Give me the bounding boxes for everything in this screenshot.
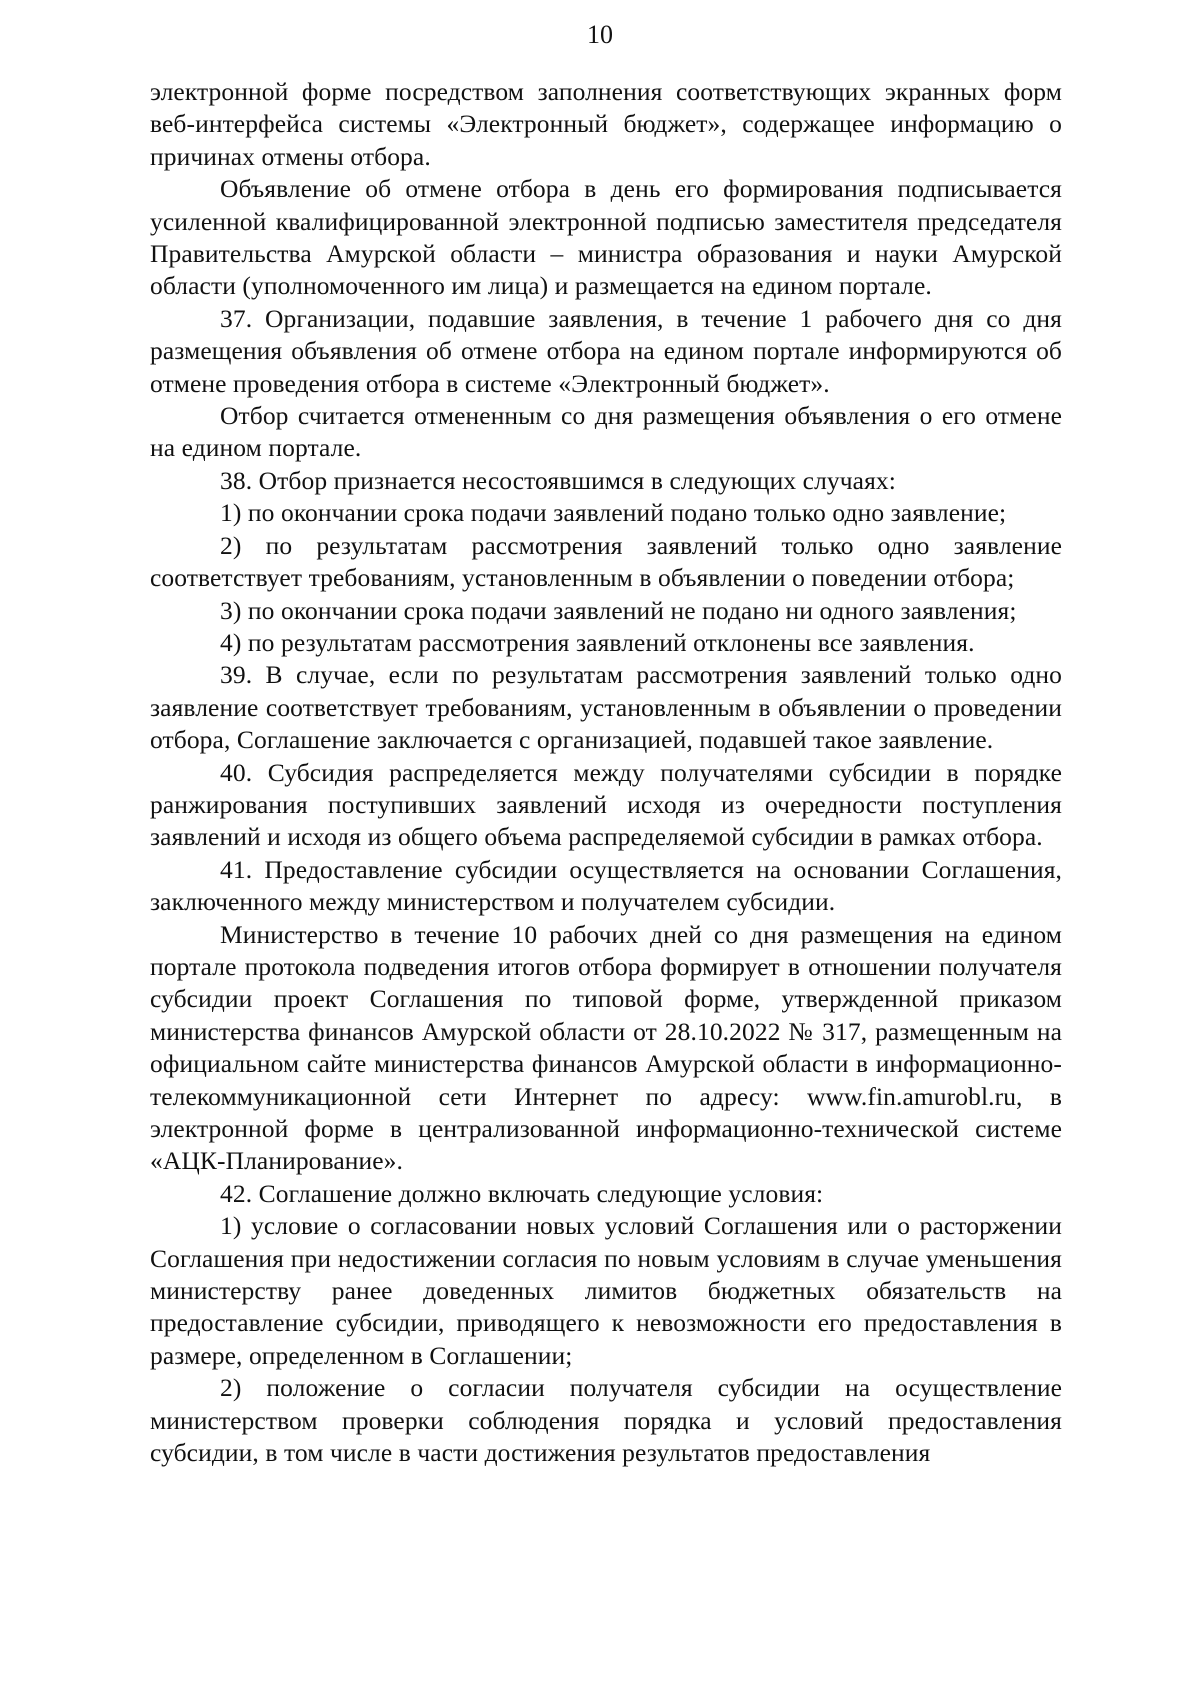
paragraph: Объявление об отмене отбора в день его формирования подписывается усиленной квалифицированной электронной подписью заместителя председателя Правительства Амурской области – министра образования и науки Амурской области (уполномоченного им лица) и размещается на едином портале. — [150, 174, 1062, 301]
list-item: 1) условие о согласовании новых условий Соглашения или о расторжении Соглашения при недостижении согласия по новым условиям в случае уменьшения министерству ранее доведенных лимитов бюджетных обязательств на предоставление субсидии, приводящего к невозможности его предоставления в размере, определенном в Соглашении; — [150, 1211, 1062, 1370]
paragraph: 39. В случае, если по результатам рассмотрения заявлений только одно заявление соответствует требованиям, установленным в объявлении о проведении отбора, Соглашение заключается с организацией, подавшей такое заявление. — [150, 660, 1062, 755]
page-number: 10 — [587, 20, 613, 49]
paragraph: Министерство в течение 10 рабочих дней со дня размещения на едином портале протокола подведения итогов отбора формирует в отношении получателя субсидии проект Соглашения по типовой форме, утвержденной приказом министерства финансов Амурской области от 28.10.2022 № 317, размещенным на официальном сайте министерства финансов Амурской области в информационно-телекоммуникационной сети Интернет по адресу: www.fin.amurobl.ru, в электронной форме в централизованной информационно-технической системе «АЦК-Планирование». — [150, 919, 1062, 1176]
paragraph: 37. Организации, подавшие заявления, в течение 1 рабочего дня со дня размещения объявления об отмене отбора на едином портале информируются об отмене проведения отбора в системе «Электронный бюджет». — [150, 303, 1062, 398]
paragraph: 38. Отбор признается несостоявшимся в следующих случаях: — [220, 465, 896, 495]
paragraph: 41. Предоставление субсидии осуществляется на основании Соглашения, заключенного между министерством и получателем субсидии. — [150, 854, 1062, 917]
list-item: 1) по окончании срока подачи заявлений подано только одно заявление; — [220, 498, 1007, 528]
paragraph: электронной форме посредством заполнения соответствующих экранных форм веб-интерфейса системы «Электронный бюджет», содержащее информацию о причинах отмены отбора. — [150, 77, 1062, 171]
list-item: 2) положение о согласии получателя субсидии на осуществление министерством проверки соблюдения порядка и условий предоставления субсидии, в том числе в части достижения результатов предоставления — [150, 1373, 1062, 1468]
list-item: 3) по окончании срока подачи заявлений не подано ни одного заявления; — [220, 595, 1017, 625]
paragraph: 40. Субсидия распределяется между получателями субсидии в порядке ранжирования поступивших заявлений исходя из очередности поступления заявлений и исходя из общего объема распределяемой субсидии в рамках отбора. — [150, 757, 1062, 852]
document-body — [150, 76, 1062, 1469]
paragraph: Отбор считается отмененным со дня размещения объявления о его отмене на едином портале. — [150, 401, 1062, 463]
list-item: 2) по результатам рассмотрения заявлений только одно заявление соответствует требованиям, установленным в объявлении о поведении отбора; — [150, 530, 1062, 593]
list-item: 4) по результатам рассмотрения заявлений отклонены все заявления. — [220, 627, 975, 657]
paragraph: 42. Соглашение должно включать следующие условия: — [220, 1178, 824, 1208]
